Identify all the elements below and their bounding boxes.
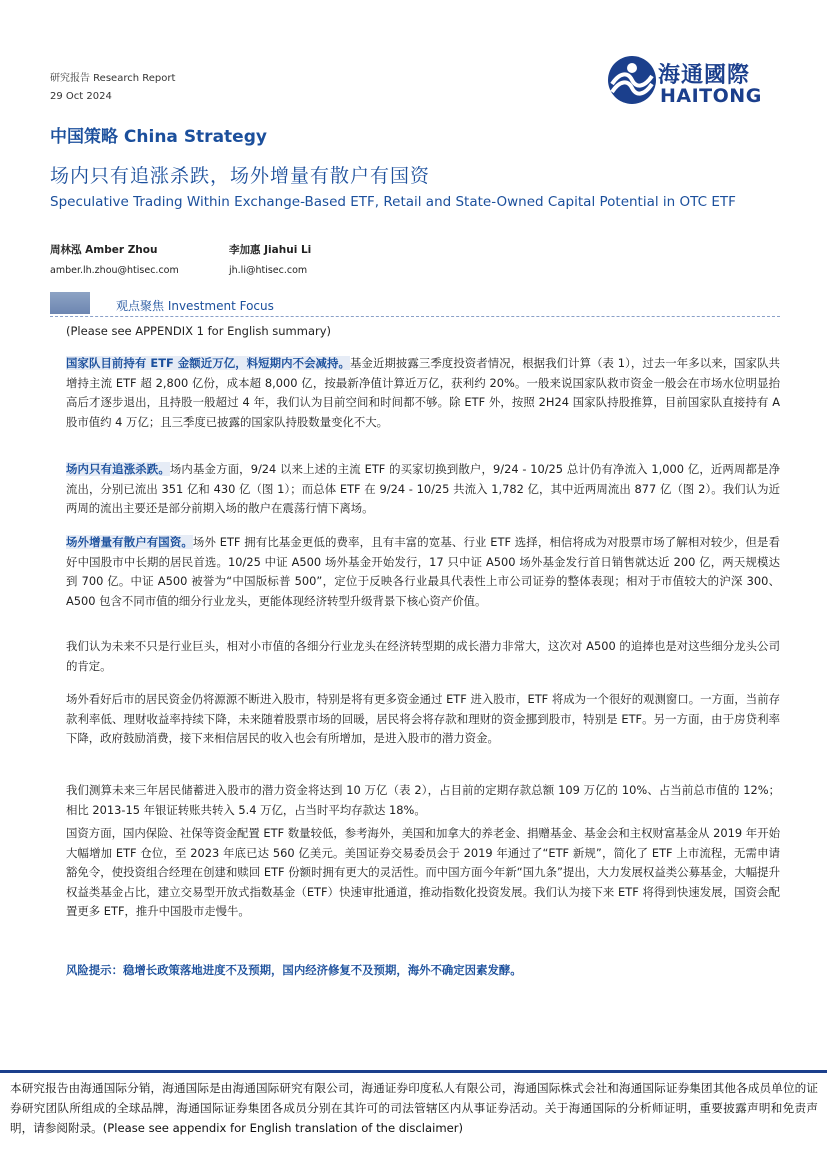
logo-text-en: HAITONG [660, 85, 762, 107]
risk-warning: 风险提示：稳增长政策落地进度不及预期，国内经济修复不及预期，海外不确定因素发酵。 [66, 963, 522, 977]
report-type: 研究报告 Research Report [50, 73, 176, 84]
haitong-logo [606, 54, 776, 110]
author-email[interactable]: amber.lh.zhou@htisec.com [50, 265, 179, 276]
paragraph-lead: 国家队目前持有 ETF 金额近万亿，料短期内不会减持。 [66, 356, 350, 370]
paragraph-body: 场内基金方面，9/24 以来上述的主流 ETF 的买家切换到散户，9/24 - 10/25 总计仍有净流入 1,000 亿，近两周都是净流出，分别已流出 351 亿和 430 亿（图 1）；而总体 ETF 在 9/24 - 10/25 共流入 1,782 亿，其中近两周流出 877 亿（图 2）。我们认为近两周的流出主要还是部分前期入场的散户在震荡行情下离场。 [66, 462, 780, 516]
paragraph-lead: 场内只有追涨杀跌。 [66, 462, 170, 476]
appendix-note: (Please see APPENDIX 1 for English summary) [66, 324, 332, 338]
focus-label: 观点聚焦 Investment Focus [116, 299, 274, 313]
paragraph [66, 690, 780, 749]
report-title-en: Speculative Trading Within Exchange-Based ETF, Retail and State-Owned Capital Potential in OTC ETF [50, 194, 736, 210]
report-title-cn: 场内只有追涨杀跌，场外增量有散户有国资 [50, 165, 431, 187]
paragraph [66, 781, 780, 820]
divider [50, 316, 780, 317]
paragraph-body: 国资方面，国内保险、社保等资金配置 ETF 数量较低，参考海外，美国和加拿大的养老金、捐赠基金、基金会和主权财富基金从 2019 年开始大幅增加 ETF 仓位，至 2023 年底已达 560 亿美元。美国证券交易委员会于 2019 年通过了“ETF 新规”，简化了 ETF 上市流程，无需申请豁免令，使投资组合经理在创建和赎回 ETF 份额时拥有更大的灵活性。而中国方面今年新“国九条”提出，大力发展权益类公募基金，大幅提升权益类基金占比，建立交易型开放式指数基金（ETF）快速审批通道，推动指数化投资发展。我们认为接下来 ETF 将得到快速发展，国资会配置更多 ETF，推升中国股市走慢牛。 [66, 826, 780, 919]
report-date: 29 Oct 2024 [50, 91, 112, 102]
disclaimer-footer: 本研究报告由海通国际分销，海通国际是由海通国际研究有限公司，海通证券印度私人有限公司，海通国际株式会社和海通国际证券集团其他各成员单位的证券研究团队所组成的全球品牌，海通国际证券集团各成员分别在其许可的司法管辖区内从事证券活动。关于海通国际的分析师证明，重要披露声明和免责声明，请参阅附录。(Please see appendix for English translation of the disclaimer) [10, 1081, 818, 1135]
paragraph-body: 场外 ETF 拥有比基金更低的费率，且有丰富的宽基、行业 ETF 选择，相信将成为对股票市场了解相对较少，但是看好中国股市中长期的居民首选。10/25 中证 A500 场外基金开始发行，17 只中证 A500 场外基金发行首日销售就达近 200 亿，两天规模达到 700 亿。中证 A500 被誉为“中国版标普 500”，定位于反映各行业最具代表性上市公司证券的整体表现；相对于市值较大的沪深 300、A500 包含不同市值的细分行业龙头，更能体现经济转型升级背景下核心资产价值。 [66, 535, 780, 608]
paragraph-body: 我们认为未来不只是行业巨头，相对小市值的各细分行业龙头在经济转型期的成长潜力非常大，这次对 A500 的追捧也是对这些细分龙头公司的肯定。 [66, 639, 780, 673]
haitong-logo-icon [606, 54, 658, 106]
logo-text-cn: 海通國際 [658, 63, 751, 88]
paragraph-body: 场外看好后市的居民资金仍将源源不断进入股市，特别是将有更多资金通过 ETF 进入股市，ETF 将成为一个很好的观测窗口。一方面，当前存款利率低、理财收益率持续下降，未来随着股票市场的回暖，居民将会将存款和理财的资金挪到股市，特别是 ETF。另一方面，由于房贷利率下降，政府鼓励消费，接下来相信居民的收入也会有所增加，是进入股市的潜力资金。 [66, 692, 780, 746]
author-email[interactable]: jh.li@htisec.com [229, 265, 308, 276]
footer-divider [0, 1070, 827, 1073]
paragraph-lead: 场外增量有散户有国资。 [66, 535, 193, 549]
paragraph [66, 533, 780, 611]
paragraph-body: 我们测算未来三年居民储蓄进入股市的潜力资金将达到 10 万亿（表 2），占目前的定期存款总额 109 万亿的 10%、占当前总市值的 12%；相比 2013-15 年银证转账共转入 5.4 万亿，占当时平均存款达 18%。 [66, 783, 780, 817]
paragraph [66, 460, 780, 519]
paragraph [66, 354, 780, 432]
paragraph-body: 基金近期披露三季度投资者情况，根据我们计算（表 1），过去一年多以来，国家队共增持主流 ETF 超 2,800 亿份，成本超 8,000 亿，按最新净值计算近万亿，获利约 20%。一般来说国家队救市资金一般会在市场水位明显抬高后才逐步退出，且持股一般超过 4 年，我们认为目前空间和时间都不够。除 ETF 外，按照 2H24 国家队持股推算，目前国家队直接持有 A 股市值约 4 万亿；且三季度已披露的国家队持股数量变化不大。 [66, 356, 781, 429]
paragraph [66, 824, 780, 922]
paragraph [66, 637, 780, 676]
focus-marker [50, 292, 90, 314]
series-title: 中国策略 China Strategy [50, 127, 267, 147]
author-name: 周林泓 Amber Zhou [50, 244, 158, 256]
author-name: 李加惠 Jiahui Li [229, 244, 312, 256]
